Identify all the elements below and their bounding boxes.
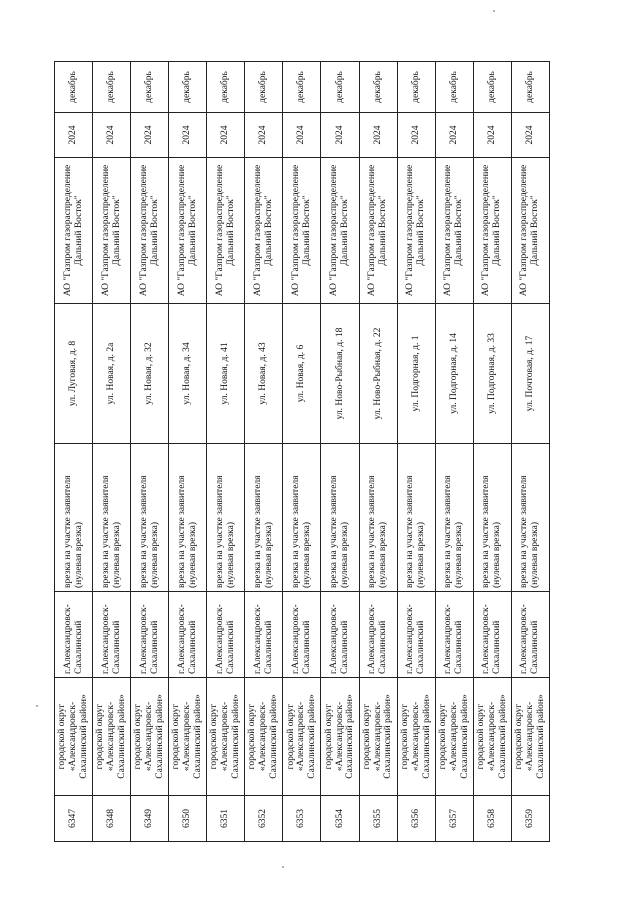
year-cell: 2024 (207, 113, 245, 158)
month-cell: декабрь (321, 62, 359, 113)
table-row (511, 62, 549, 842)
address-cell: ул. Новая, д. 43 (245, 304, 283, 444)
address-cell: ул. Новая, д. 41 (207, 304, 245, 444)
month-cell: декабрь (207, 62, 245, 113)
organization-cell: АО "Газпром газораспределение Дальний Восток" (511, 158, 549, 304)
year-cell: 2024 (511, 113, 549, 158)
row-number: 6358 (473, 796, 511, 842)
district-cell: городской округ «Александровск-Сахалинский район» (207, 678, 245, 796)
organization-cell: АО "Газпром газораспределение Дальний Восток" (435, 158, 473, 304)
month-cell: декабрь (245, 62, 283, 113)
month-cell: декабрь (55, 62, 93, 113)
month-cell: декабрь (131, 62, 169, 113)
scan-speck (36, 705, 38, 707)
row-number: 6359 (511, 796, 549, 842)
locality-cell: г.Александровск-Сахалинский (435, 592, 473, 678)
work-type-cell: врезка на участке заявителя (нулевая врезка) (169, 444, 207, 592)
district-cell: городской округ «Александровск-Сахалинский район» (397, 678, 435, 796)
month-cell: декабрь (283, 62, 321, 113)
district-cell: городской округ «Александровск-Сахалинский район» (435, 678, 473, 796)
organization-cell: АО "Газпром газораспределение Дальний Восток" (397, 158, 435, 304)
locality-cell: г.Александровск-Сахалинский (93, 592, 131, 678)
year-cell: 2024 (131, 113, 169, 158)
table-body (55, 62, 550, 842)
table-row (359, 62, 397, 842)
work-type-cell: врезка на участке заявителя (нулевая врезка) (511, 444, 549, 592)
organization-cell: АО "Газпром газораспределение Дальний Восток" (359, 158, 397, 304)
month-cell: декабрь (169, 62, 207, 113)
month-cell: декабрь (397, 62, 435, 113)
address-cell: ул. Почтовая, д. 17 (511, 304, 549, 444)
row-number: 6355 (359, 796, 397, 842)
year-cell: 2024 (93, 113, 131, 158)
scan-speck (282, 866, 284, 868)
address-cell: ул. Подгорная, д. 14 (435, 304, 473, 444)
row-number: 6354 (321, 796, 359, 842)
organization-cell: АО "Газпром газораспределение Дальний Восток" (207, 158, 245, 304)
row-number: 6347 (55, 796, 93, 842)
row-number: 6348 (93, 796, 131, 842)
row-number: 6353 (283, 796, 321, 842)
work-type-cell: врезка на участке заявителя (нулевая врезка) (321, 444, 359, 592)
table-row (473, 62, 511, 842)
locality-cell: г.Александровск-Сахалинский (511, 592, 549, 678)
organization-cell: АО "Газпром газораспределение Дальний Восток" (283, 158, 321, 304)
locality-cell: г.Александровск-Сахалинский (131, 592, 169, 678)
row-number: 6356 (397, 796, 435, 842)
address-cell: ул. Подгорная, д. 33 (473, 304, 511, 444)
row-number: 6350 (169, 796, 207, 842)
address-cell: ул. Луговая, д. 8 (55, 304, 93, 444)
work-type-cell: врезка на участке заявителя (нулевая врезка) (435, 444, 473, 592)
locality-cell: г.Александровск-Сахалинский (283, 592, 321, 678)
address-cell: ул. Новая, д. 32 (131, 304, 169, 444)
district-cell: городской округ «Александровск-Сахалинский район» (55, 678, 93, 796)
table-row (131, 62, 169, 842)
address-cell: ул. Подгорная, д. 1 (397, 304, 435, 444)
year-cell: 2024 (283, 113, 321, 158)
row-number: 6357 (435, 796, 473, 842)
table-row (55, 62, 93, 842)
organization-cell: АО "Газпром газораспределение Дальний Восток" (169, 158, 207, 304)
table-wrapper (54, 62, 550, 842)
work-type-cell: врезка на участке заявителя (нулевая врезка) (397, 444, 435, 592)
locality-cell: г.Александровск-Сахалинский (245, 592, 283, 678)
locality-cell: г.Александровск-Сахалинский (169, 592, 207, 678)
table-row (245, 62, 283, 842)
work-type-cell: врезка на участке заявителя (нулевая врезка) (473, 444, 511, 592)
locality-cell: г.Александровск-Сахалинский (397, 592, 435, 678)
district-cell: городской округ «Александровск-Сахалинский район» (245, 678, 283, 796)
year-cell: 2024 (359, 113, 397, 158)
year-cell: 2024 (397, 113, 435, 158)
organization-cell: АО "Газпром газораспределение Дальний Восток" (131, 158, 169, 304)
row-number: 6349 (131, 796, 169, 842)
year-cell: 2024 (435, 113, 473, 158)
row-number: 6352 (245, 796, 283, 842)
work-type-cell: врезка на участке заявителя (нулевая врезка) (207, 444, 245, 592)
address-cell: ул. Ново-Рыбная, д. 18 (321, 304, 359, 444)
organization-cell: АО "Газпром газораспределение Дальний Восток" (55, 158, 93, 304)
month-cell: декабрь (359, 62, 397, 113)
gasification-schedule-table (54, 61, 550, 842)
month-cell: декабрь (93, 62, 131, 113)
locality-cell: г.Александровск-Сахалинский (473, 592, 511, 678)
table-row (93, 62, 131, 842)
district-cell: городской округ «Александровск-Сахалинский район» (473, 678, 511, 796)
month-cell: декабрь (473, 62, 511, 113)
month-cell: декабрь (435, 62, 473, 113)
scan-speck (493, 10, 495, 12)
table-row (397, 62, 435, 842)
district-cell: городской округ «Александровск-Сахалинский район» (169, 678, 207, 796)
district-cell: городской округ «Александровск-Сахалинский район» (131, 678, 169, 796)
year-cell: 2024 (169, 113, 207, 158)
work-type-cell: врезка на участке заявителя (нулевая врезка) (283, 444, 321, 592)
organization-cell: АО "Газпром газораспределение Дальний Восток" (93, 158, 131, 304)
district-cell: городской округ «Александровск-Сахалинский район» (321, 678, 359, 796)
table-row (207, 62, 245, 842)
address-cell: ул. Ново-Рыбная, д. 22 (359, 304, 397, 444)
work-type-cell: врезка на участке заявителя (нулевая врезка) (93, 444, 131, 592)
organization-cell: АО "Газпром газораспределение Дальний Восток" (245, 158, 283, 304)
locality-cell: г.Александровск-Сахалинский (321, 592, 359, 678)
table-row (283, 62, 321, 842)
locality-cell: г.Александровск-Сахалинский (359, 592, 397, 678)
table-row (321, 62, 359, 842)
district-cell: городской округ «Александровск-Сахалинский район» (93, 678, 131, 796)
locality-cell: г.Александровск-Сахалинский (207, 592, 245, 678)
row-number: 6351 (207, 796, 245, 842)
address-cell: ул. Новая, д. 34 (169, 304, 207, 444)
table-row (169, 62, 207, 842)
district-cell: городской округ «Александровск-Сахалинский район» (283, 678, 321, 796)
year-cell: 2024 (245, 113, 283, 158)
district-cell: городской округ «Александровск-Сахалинский район» (511, 678, 549, 796)
address-cell: ул. Новая, д. 2а (93, 304, 131, 444)
organization-cell: АО "Газпром газораспределение Дальний Восток" (473, 158, 511, 304)
year-cell: 2024 (473, 113, 511, 158)
work-type-cell: врезка на участке заявителя (нулевая врезка) (55, 444, 93, 592)
work-type-cell: врезка на участке заявителя (нулевая врезка) (359, 444, 397, 592)
work-type-cell: врезка на участке заявителя (нулевая врезка) (131, 444, 169, 592)
year-cell: 2024 (321, 113, 359, 158)
locality-cell: г.Александровск-Сахалинский (55, 592, 93, 678)
organization-cell: АО "Газпром газораспределение Дальний Восток" (321, 158, 359, 304)
year-cell: 2024 (55, 113, 93, 158)
month-cell: декабрь (511, 62, 549, 113)
table-row (435, 62, 473, 842)
address-cell: ул. Новая, д. 6 (283, 304, 321, 444)
district-cell: городской округ «Александровск-Сахалинский район» (359, 678, 397, 796)
rotated-page (54, 62, 550, 842)
work-type-cell: врезка на участке заявителя (нулевая врезка) (245, 444, 283, 592)
